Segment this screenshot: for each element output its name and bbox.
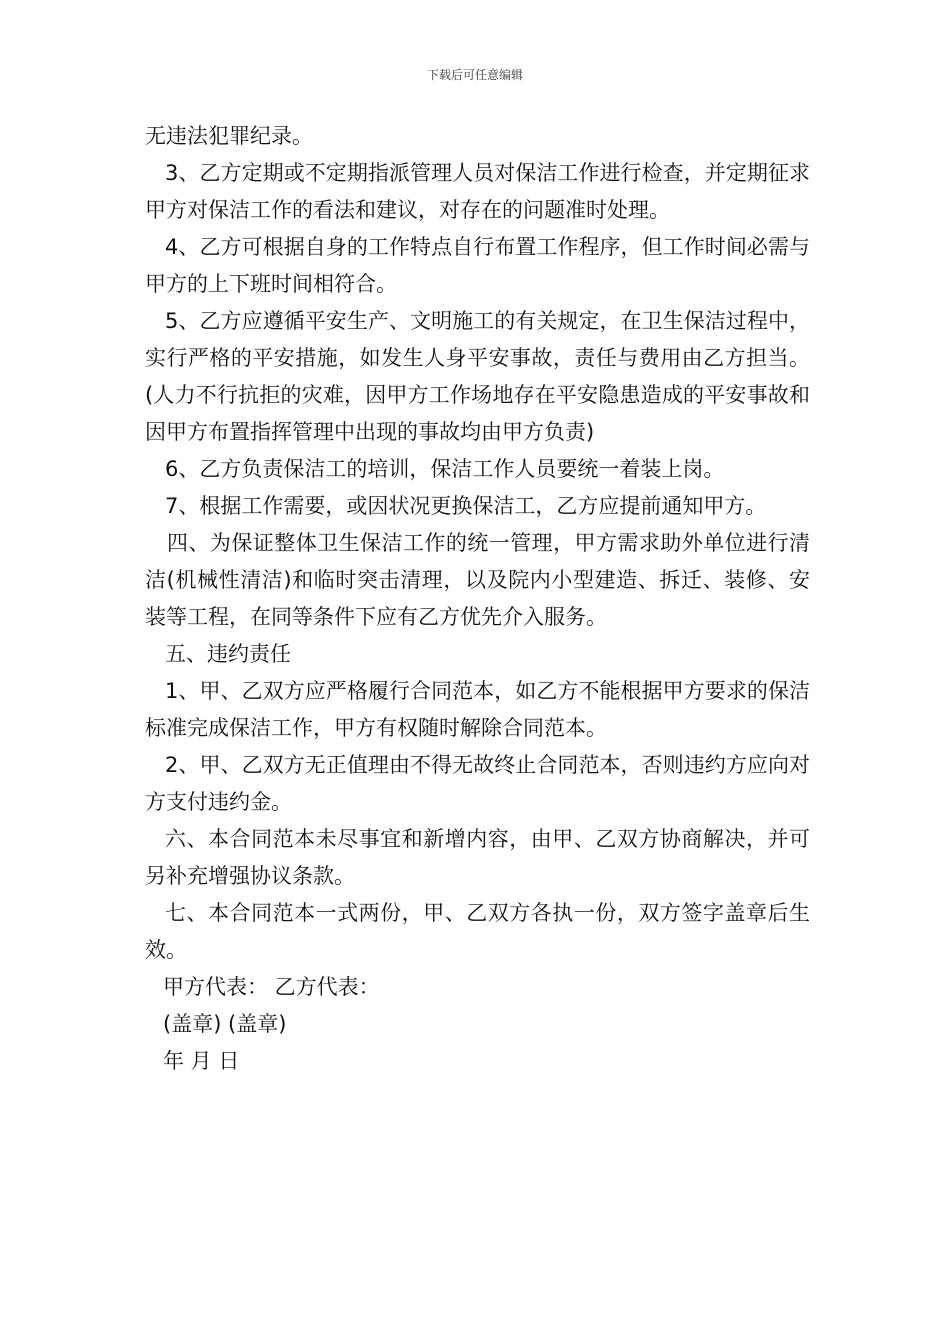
paragraph-item-3: 3、乙方定期或不定期指派管理人员对保洁工作进行检查，并定期征求甲方对保洁工作的看法和建议，对存在的问题准时处理。 — [145, 161, 810, 222]
paragraph-continuation: 无违法犯罪纪录。 — [145, 124, 313, 148]
section-heading-breach: 五、违约责任 — [165, 642, 291, 666]
paragraph-section-6: 六、本合同范本未尽事宜和新增内容，由甲、乙双方协商解决，并可另补充增强协议条款。 — [145, 827, 810, 888]
page-header: 下载后可任意编辑 — [426, 68, 523, 82]
signature-seals: (盖章) (盖章) — [163, 1012, 287, 1036]
paragraph-section-7: 七、本合同范本一式两份，甲、乙双方各执一份，双方签字盖章后生效。 — [145, 901, 810, 962]
signature-representatives: 甲方代表： 乙方代表： — [163, 975, 380, 999]
paragraph-breach-1: 1、甲、乙双方应严格履行合同范本，如乙方不能根据甲方要求的保洁标准完成保洁工作，甲方有权随时解除合同范本。 — [145, 679, 810, 740]
paragraph-item-4: 4、乙方可根据自身的工作特点自行布置工作程序，但工作时间必需与甲方的上下班时间相符合。 — [145, 235, 810, 296]
signature-date: 年 月 日 — [163, 1049, 240, 1073]
paragraph-item-7: 7、根据工作需要，或因状况更换保洁工，乙方应提前通知甲方。 — [165, 494, 767, 518]
paragraph-item-5: 5、乙方应遵循平安生产、文明施工的有关规定，在卫生保洁过程中，实行严格的平安措施，如发生人身平安事故，责任与费用由乙方担当。(人力不行抗拒的灾难，因甲方工作场地存在平安隐患造成的平安事故和因甲方布置指挥管理中出现的事故均由甲方负责) — [145, 309, 810, 444]
document-body — [145, 118, 810, 1080]
paragraph-item-6: 6、乙方负责保洁工的培训，保洁工作人员要统一着装上岗。 — [165, 457, 725, 481]
paragraph-section-4: 四、为保证整体卫生保洁工作的统一管理，甲方需求助外单位进行清洁(机械性清洁)和临时突击清理，以及院内小型建造、拆迁、装修、安装等工程，在同等条件下应有乙方优先介入服务。 — [145, 531, 810, 629]
paragraph-breach-2: 2、甲、乙双方无正值理由不得无故终止合同范本，否则违约方应向对方支付违约金。 — [145, 753, 810, 814]
